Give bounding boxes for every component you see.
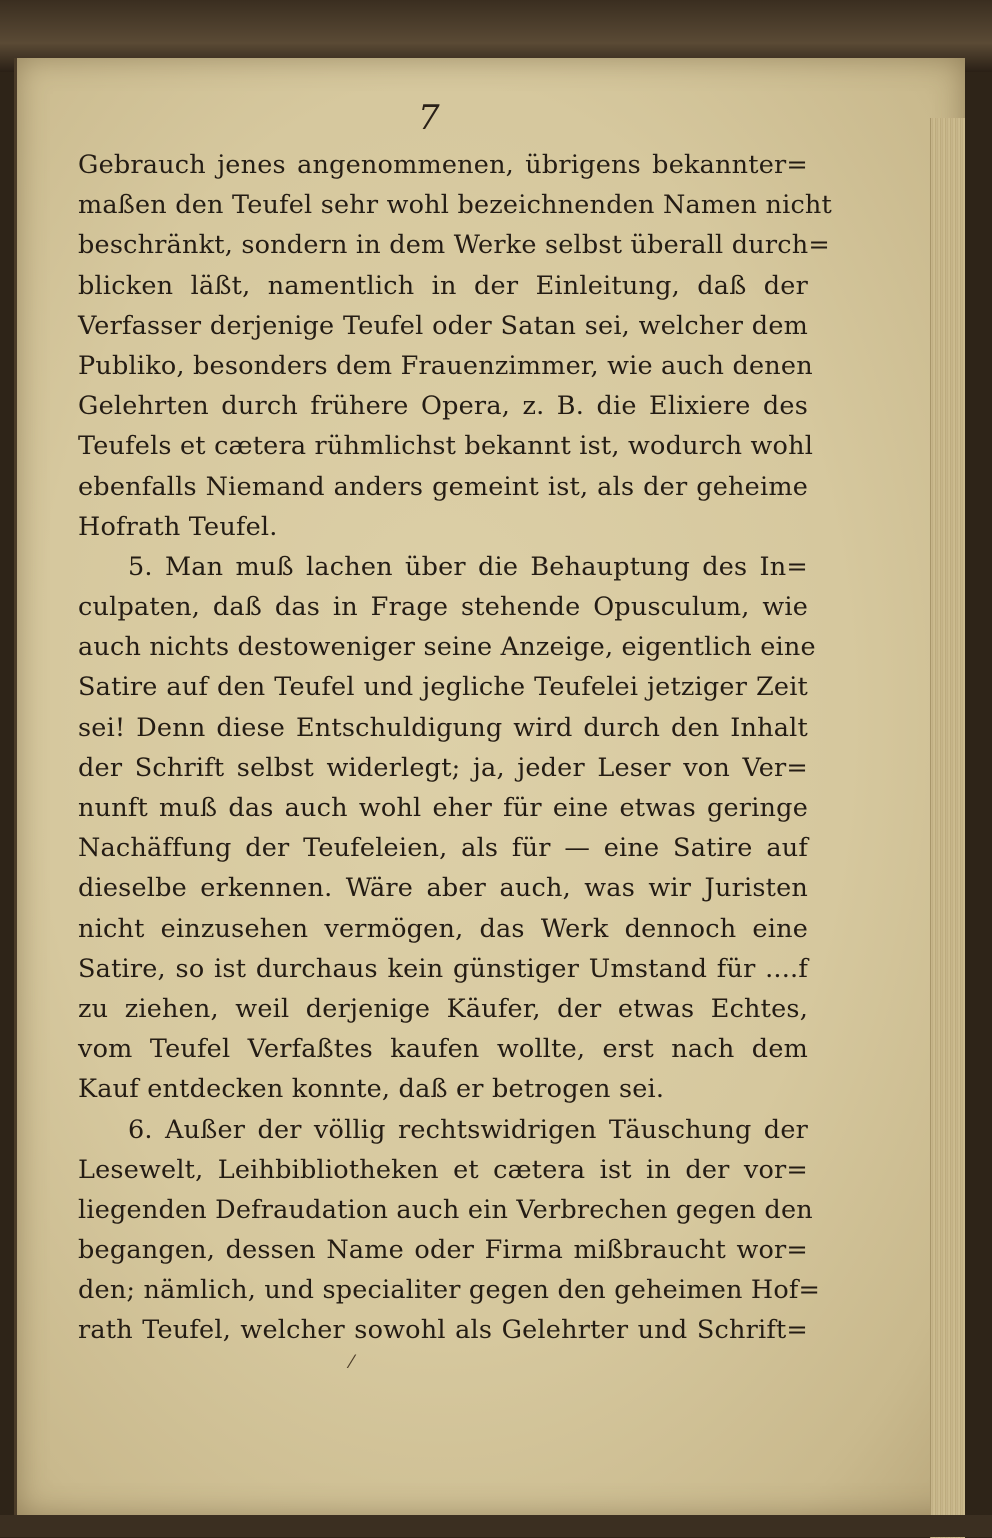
- text-line: culpaten, daß das in Frage stehende Opusculum, wie: [78, 592, 808, 623]
- text-line: rath Teufel, welcher sowohl als Gelehrter und Schrift=: [78, 1315, 808, 1346]
- text-line: Satire, so ist durchaus kein günstiger Umstand für ....f: [78, 953, 808, 984]
- text-line: der Schrift selbst widerlegt; ja, jeder Leser von Ver=: [78, 752, 808, 783]
- paragraph-6-start: 6. Außer der völlig rechtswidrigen Täuschung der: [128, 1114, 808, 1145]
- text-line: Teufels et cætera rühmlichst bekannt ist, wodurch wohl: [78, 431, 814, 462]
- text-line: Satire auf den Teufel und jegliche Teufelei jetziger Zeit: [78, 672, 808, 703]
- page-number: 7: [418, 98, 440, 138]
- text-line: Lesewelt, Leihbibliotheken et cætera ist in der vor=: [78, 1154, 808, 1185]
- text-line: Publiko, besonders dem Frauenzimmer, wie auch denen: [78, 350, 813, 381]
- book-bottom-edge: [0, 1515, 992, 1537]
- text-line: vom Teufel Verfaßtes kaufen wollte, erst nach dem: [78, 1034, 808, 1065]
- text-line: nunft muß das auch wohl eher für eine etwas geringe: [78, 793, 808, 823]
- paragraph-5-start: 5. Man muß lachen über die Behauptung des In=: [128, 551, 808, 582]
- text-line: den; nämlich, und specialiter gegen den geheimen Hof=: [78, 1275, 821, 1306]
- page-edges: [930, 118, 965, 1538]
- text-line: auch nichts destoweniger seine Anzeige, eigentlich eine: [78, 632, 816, 663]
- text-line: zu ziehen, weil derjenige Käufer, der etwas Echtes,: [78, 993, 808, 1024]
- text-line: ebenfalls Niemand anders gemeint ist, als der geheime: [78, 471, 808, 502]
- text-line: Verfasser derjenige Teufel oder Satan sei, welcher dem: [78, 310, 808, 341]
- text-line: begangen, dessen Name oder Firma mißbraucht wor=: [78, 1235, 808, 1266]
- signature-mark: ⁄: [350, 1352, 354, 1373]
- text-line: Kauf entdecken konnte, daß er betrogen sei.: [78, 1074, 665, 1105]
- text-line: maßen den Teufel sehr wohl bezeichnenden Namen nicht: [78, 190, 832, 221]
- text-line: beschränkt, sondern in dem Werke selbst überall durch=: [78, 230, 830, 261]
- text-line: sei! Denn diese Entschuldigung wird durch den Inhalt: [78, 712, 808, 743]
- body-text: [78, 145, 832, 1351]
- text-line: Hofrath Teufel.: [78, 511, 278, 542]
- text-line: Nachäffung der Teufeleien, als für — eine Satire auf: [78, 833, 808, 864]
- text-line: nicht einzusehen vermögen, das Werk dennoch eine: [78, 913, 808, 944]
- text-line: blicken läßt, namentlich in der Einleitung, daß der: [78, 270, 808, 301]
- text-line: Gelehrten durch frühere Opera, z. B. die Elixiere des: [78, 391, 808, 422]
- text-line: liegenden Defraudation auch ein Verbrechen gegen den: [78, 1194, 813, 1225]
- text-line: Gebrauch jenes angenommenen, übrigens bekannter=: [78, 150, 808, 180]
- text-line: dieselbe erkennen. Wäre aber auch, was wir Juristen: [78, 873, 808, 904]
